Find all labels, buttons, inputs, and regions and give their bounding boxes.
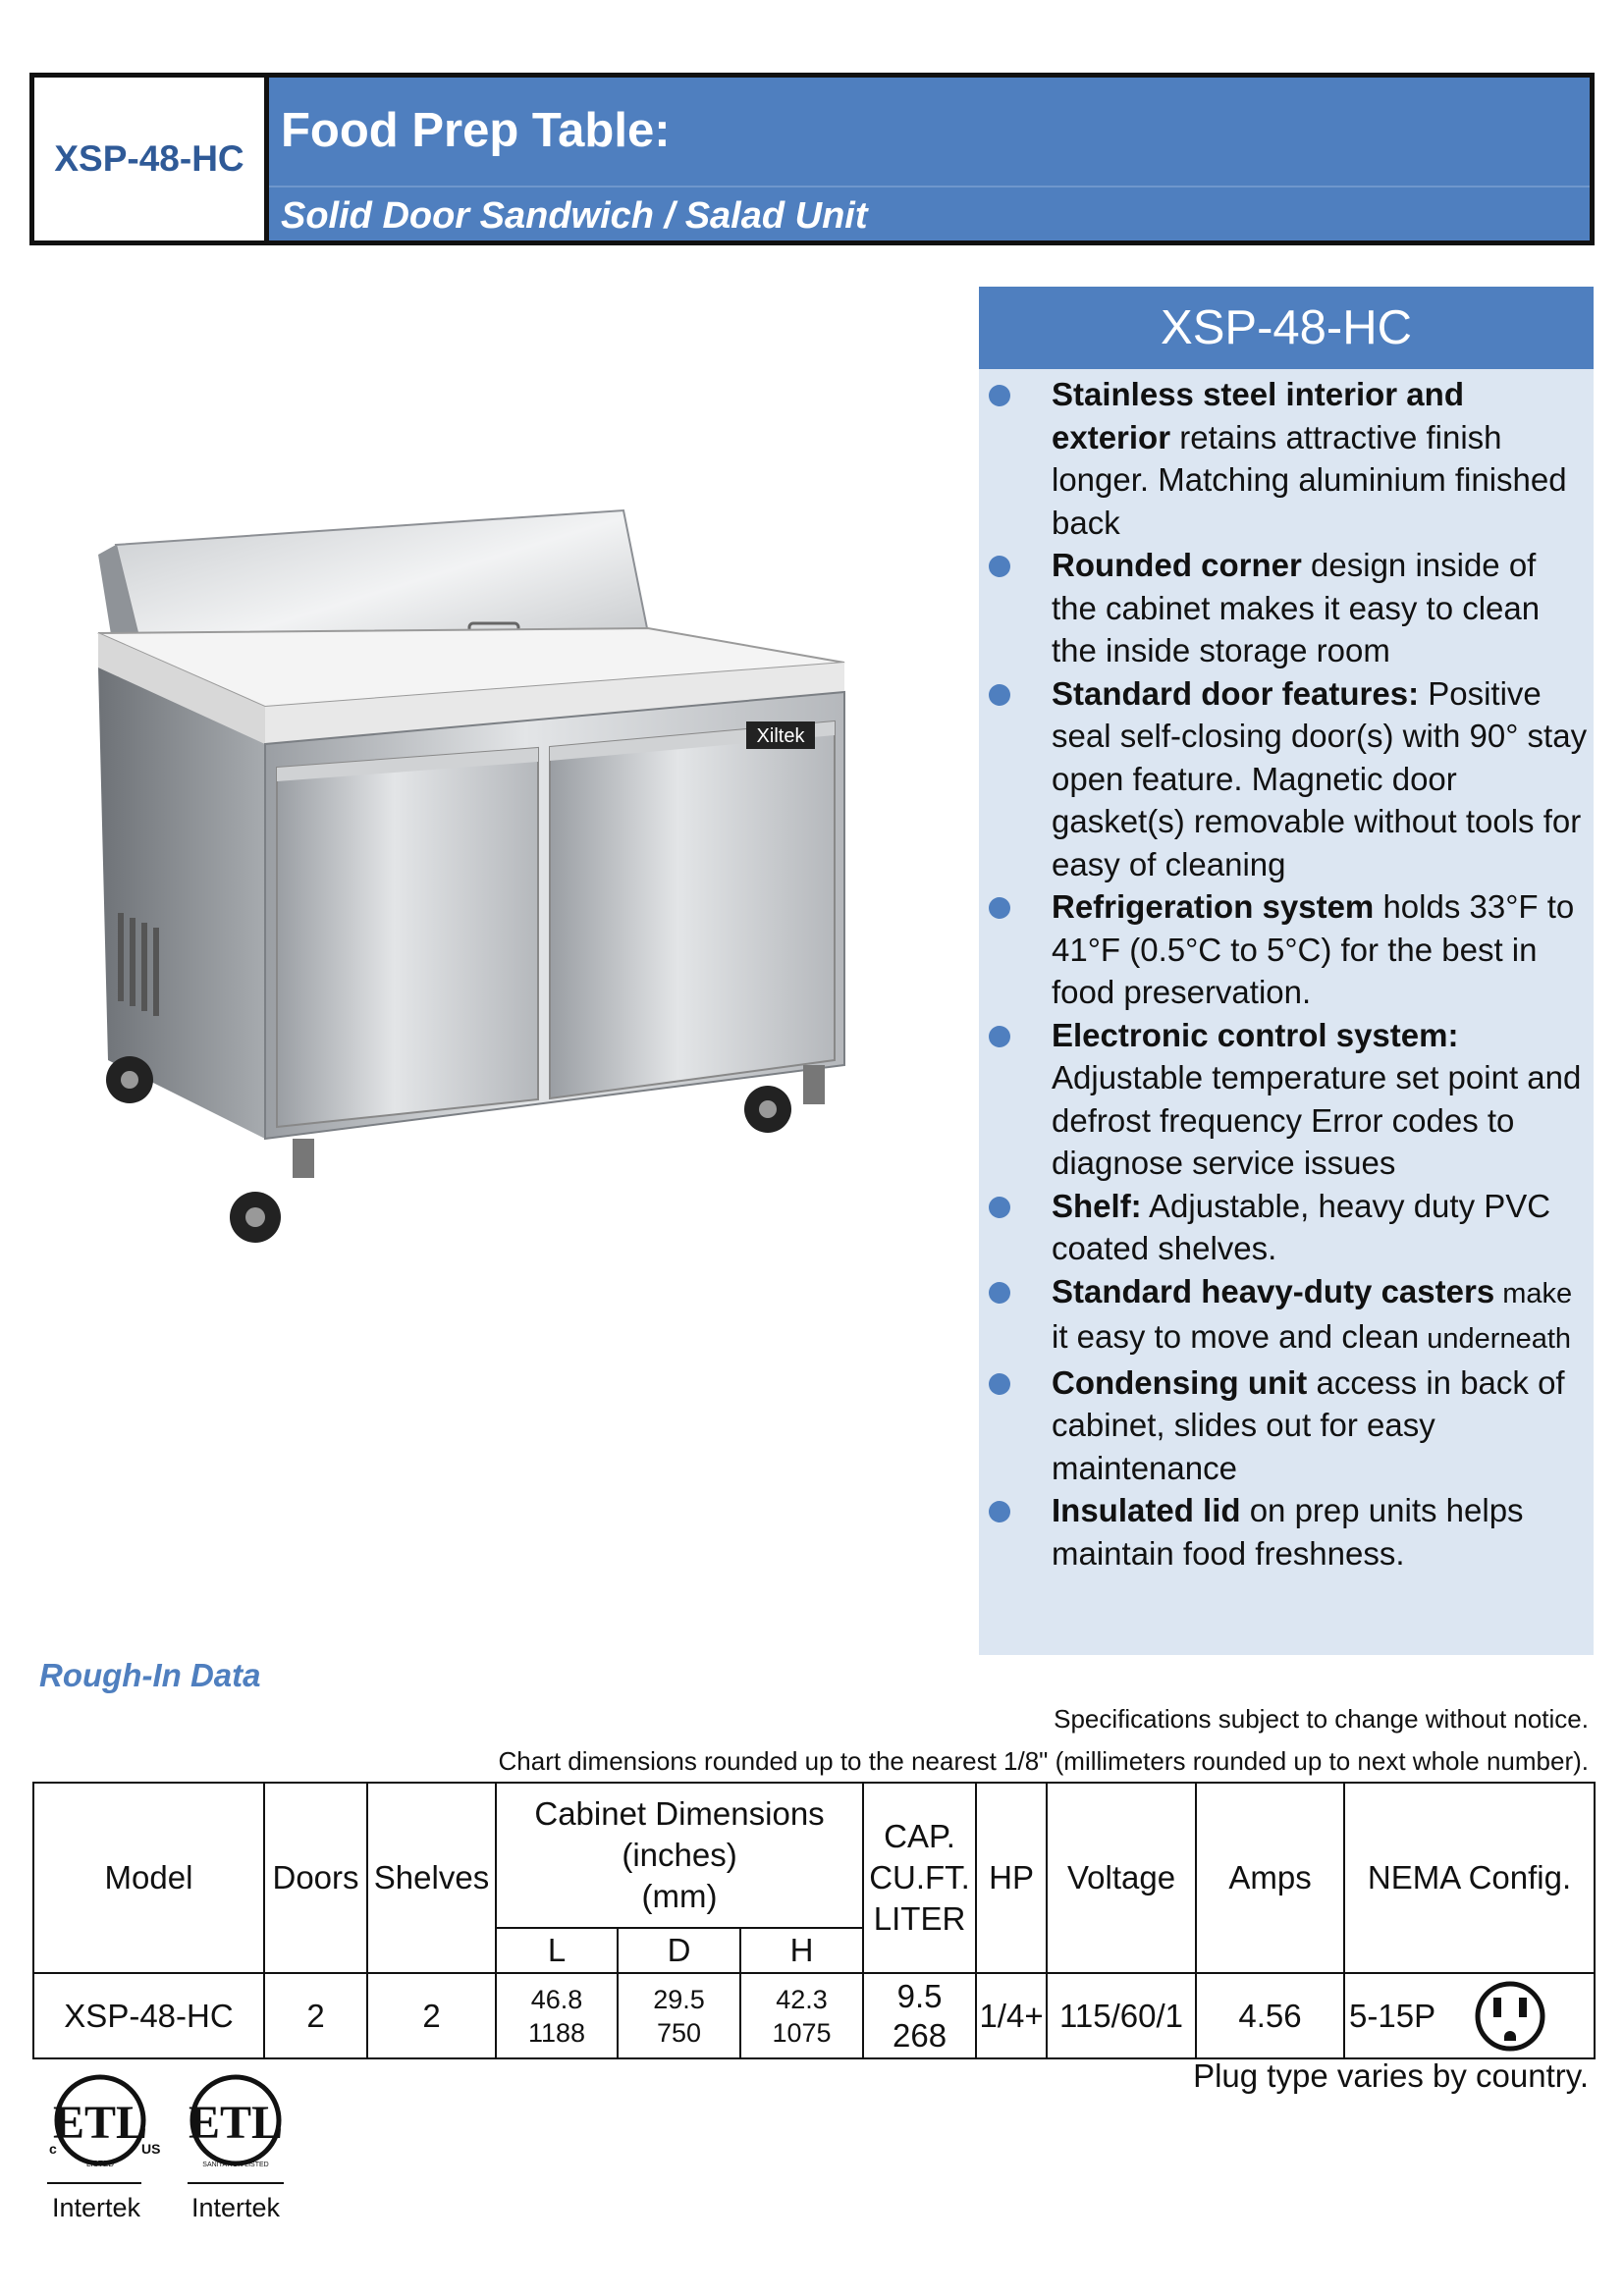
feature-item [979, 1014, 1594, 1185]
cell-length [496, 1973, 618, 2058]
bullet-icon [989, 1026, 1010, 1047]
cell-doors: 2 [264, 1973, 367, 2058]
dimension-note: Chart dimensions rounded up to the nearest 1/8" (millimeters rounded up to next whole number). [498, 1746, 1589, 1776]
col-header-voltage: Voltage [1047, 1783, 1196, 1973]
bullet-icon [989, 1282, 1010, 1304]
spec-table [32, 1782, 1596, 2059]
height-inches: 42.3 [776, 1984, 828, 2014]
bullet-icon [989, 897, 1010, 919]
features-list [979, 369, 1594, 1575]
bullet-icon [989, 1197, 1010, 1218]
col-header-d: D [618, 1928, 740, 1973]
cell-voltage: 115/60/1 [1047, 1973, 1196, 2058]
feature-bold: Refrigeration system [1052, 888, 1375, 925]
page-title: Food Prep Table: [281, 104, 671, 157]
etl-sanitation-logo [182, 2069, 290, 2226]
etl-mark: ETL [52, 2097, 148, 2149]
table-row [33, 1973, 1595, 2058]
etl-listed-logo [39, 2069, 161, 2226]
cert-c-mark: c [49, 2141, 57, 2157]
nema-wrapper [1349, 1980, 1594, 2053]
bullet-icon [989, 684, 1010, 706]
feature-bold: Electronic control system: [1052, 1016, 1459, 1053]
cell-shelves: 2 [367, 1973, 496, 2058]
cert-band-text: SANITATION LISTED [202, 2162, 269, 2168]
feature-item [979, 1270, 1594, 1362]
header-divider [269, 186, 1590, 187]
feature-text: it easy to move and clean [1052, 1318, 1420, 1355]
feature-text: holds 33°F to 41°F (0.5°C to 5°C) for the best in food preservation. [1052, 888, 1575, 1010]
feature-item [979, 373, 1594, 544]
caster-front-left [230, 1139, 314, 1243]
cert-us-mark: US [141, 2141, 161, 2157]
page-subtitle: Solid Door Sandwich / Salad Unit [281, 195, 868, 237]
feature-item [979, 885, 1594, 1014]
feature-bold: Standard heavy-duty casters [1052, 1272, 1495, 1309]
feature-bold: Stainless steel interior and exterior [1052, 376, 1464, 455]
nema-value: 5-15P [1349, 1997, 1436, 2034]
door-right [550, 721, 835, 1098]
col-header-hp: HP [976, 1783, 1047, 1973]
feature-bold: Insulated lid [1052, 1492, 1241, 1528]
depth-inches: 29.5 [653, 1984, 705, 2014]
feature-bold: Condensing unit [1052, 1363, 1308, 1401]
bullet-icon [989, 1373, 1010, 1395]
cell-height [740, 1973, 863, 2058]
cell-amps: 4.56 [1196, 1973, 1344, 2058]
door-left [277, 748, 538, 1127]
etl-mark: ETL [188, 2097, 284, 2149]
capacity-cuft: 9.5 [896, 1977, 943, 2014]
feature-text: Positive seal self-closing door(s) with 90° stay open feature. Magnetic door gasket(s) removable without tools for easy of cleaning [1052, 674, 1588, 882]
col-header-model: Model [33, 1783, 264, 1973]
caster-back-left [106, 1056, 153, 1103]
intertek-label: Intertek [190, 2193, 281, 2222]
depth-mm: 750 [656, 2017, 702, 2048]
feature-item [979, 1362, 1594, 1490]
col-header-amps: Amps [1196, 1783, 1344, 1973]
cell-hp: 1/4+ [976, 1973, 1047, 2058]
header-title-block [269, 78, 1590, 240]
height-mm: 1075 [772, 2017, 832, 2048]
feature-item [979, 544, 1594, 672]
cap-line1: CAP. [884, 1818, 955, 1854]
intertek-label: Intertek [51, 2193, 141, 2222]
header-banner [29, 73, 1595, 245]
length-inches: 46.8 [530, 1984, 583, 2014]
bullet-icon [989, 1501, 1010, 1522]
feature-text: design inside of the cabinet makes it easy to clean the inside storage room [1052, 547, 1541, 668]
feature-text: on prep units helps maintain food freshness. [1052, 1492, 1524, 1572]
cell-nema [1344, 1973, 1595, 2058]
capacity-liter: 268 [893, 2016, 947, 2054]
feature-text-small: make [1494, 1277, 1573, 1309]
feature-text: retains attractive finish longer. Matching aluminium finished back [1052, 418, 1567, 541]
features-panel [979, 287, 1594, 1655]
col-header-cabinet [496, 1783, 863, 1928]
col-header-cap [863, 1783, 976, 1973]
cert-band-text: LISTED [85, 2160, 115, 2168]
feature-text-small: underneath [1419, 1323, 1572, 1355]
feature-text: access in back of cabinet, slides out for easy maintenance [1052, 1363, 1565, 1486]
cabinet-line1: Cabinet Dimensions [534, 1795, 825, 1832]
feature-bold: Shelf: [1052, 1187, 1142, 1224]
cell-model: XSP-48-HC [33, 1973, 264, 2058]
feature-item [979, 672, 1594, 886]
product-image [59, 471, 903, 1276]
feature-item [979, 1185, 1594, 1270]
plug-note: Plug type varies by country. [1193, 2057, 1589, 2094]
cell-depth [618, 1973, 740, 2058]
cap-line3: LITER [873, 1900, 966, 1937]
features-heading: XSP-48-HC [979, 287, 1594, 369]
feature-bold: Rounded corner [1052, 547, 1302, 583]
rough-in-title: Rough-In Data [39, 1657, 261, 1693]
col-header-shelves: Shelves [367, 1783, 496, 1973]
brand-logo: Xiltek [756, 725, 805, 747]
col-header-nema: NEMA Config. [1344, 1783, 1595, 1973]
header-model: XSP-48-HC [34, 78, 269, 240]
feature-item [979, 1489, 1594, 1575]
feature-text: Adjustable temperature set point and defrost frequency Error codes to diagnose service issues [1052, 1059, 1582, 1181]
spec-note: Specifications subject to change without notice. [1054, 1704, 1589, 1734]
feature-bold: Standard door features: [1052, 674, 1420, 712]
cap-line2: CU.FT. [869, 1859, 970, 1896]
length-mm: 1188 [527, 2017, 586, 2048]
cabinet-line3: (mm) [641, 1878, 718, 1914]
bullet-icon [989, 385, 1010, 406]
cabinet-line2: (inches) [622, 1837, 737, 1873]
feature-text: Adjustable, heavy duty PVC coated shelves. [1052, 1187, 1551, 1266]
col-header-l: L [496, 1928, 618, 1973]
col-header-doors: Doors [264, 1783, 367, 1973]
bullet-icon [989, 556, 1010, 577]
nema-plug-icon [1474, 1980, 1546, 2053]
col-header-h: H [740, 1928, 863, 1973]
cell-capacity [863, 1973, 976, 2058]
